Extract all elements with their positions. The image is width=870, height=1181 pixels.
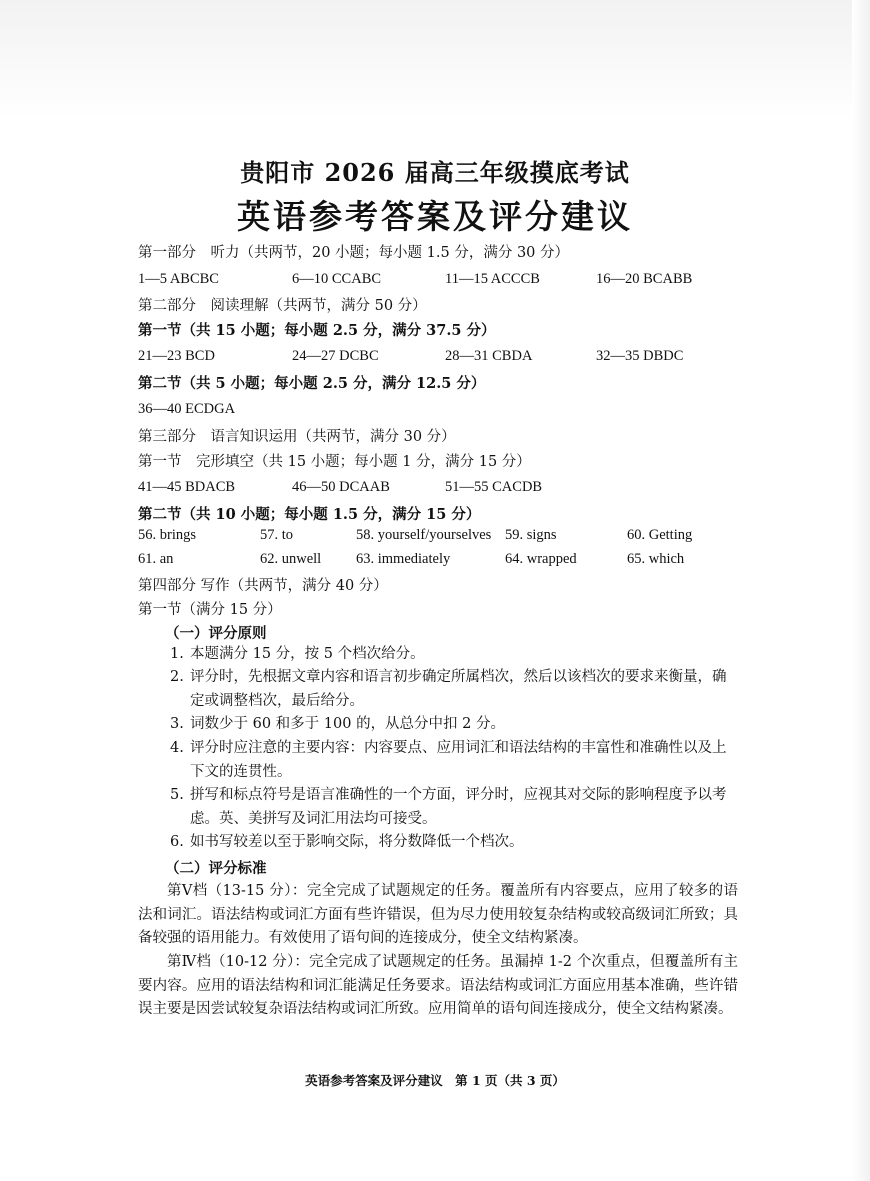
- fill-answer: 65. which: [627, 551, 685, 567]
- part2-section2-heading: 第二节（共 5 小题；每小题 2.5 分，满分 12.5 分）: [138, 375, 486, 392]
- principle-item: [170, 713, 738, 737]
- item-number: 3.: [170, 716, 184, 732]
- item-text: 拼写和标点符号是语言准确性的一个方面，评分时，应视其对交际的影响程度予以考虑。英、美拼写及词汇用法均可接受。: [190, 787, 727, 827]
- fill-answer: 58. yourself/yourselves: [356, 527, 492, 543]
- principle-item: [170, 831, 738, 855]
- fill-answer: 57. to: [260, 527, 294, 543]
- item-text: 评分时应注意的主要内容：内容要点、应用词汇和语法结构的丰富性和准确性以及上下文的连贯性。: [190, 740, 727, 780]
- standards-heading: （二）评分标准: [165, 860, 267, 877]
- part3-heading: 第三部分 语言知识运用（共两节，满分 30 分）: [138, 429, 456, 445]
- fill-answer: 63. immediately: [356, 551, 451, 567]
- part2-section1-heading: 第一节（共 15 小题；每小题 2.5 分，满分 37.5 分）: [138, 322, 496, 339]
- exam-title: 贵阳市 2026 届高三年级摸底考试: [240, 158, 630, 187]
- fill-answer: 59. signs: [505, 527, 557, 543]
- answer-group: 32—35 DBDC: [596, 348, 684, 364]
- answer-group: 46—50 DCAAB: [292, 479, 390, 495]
- answer-group: 36—40 ECDGA: [138, 401, 236, 417]
- answer-group: 6—10 CCABC: [292, 271, 382, 287]
- part4-heading: 第四部分 写作（共两节，满分 40 分）: [138, 578, 388, 594]
- principles-heading: （一）评分原则: [165, 625, 267, 642]
- grade-level-paragraph: 第Ⅳ档（10-12 分）：完全完成了试题规定的任务。虽漏掉 1-2 个次重点，但覆盖所有主要内容。应用的语法结构和词汇能满足任务要求。语法结构或词汇方面应用基本准确，些许错误主要是因尝试较复杂语法结构或词汇所致。应用简单的语句间连接成分，使全文结构紧凑。: [138, 954, 738, 1017]
- grade-level-paragraph: 第Ⅴ档（13-15 分）：完全完成了试题规定的任务。覆盖所有内容要点，应用了较多的语法和词汇。语法结构或词汇方面有些许错误，但为尽力使用较复杂结构或较高级词汇所致；具备较强的语用能力。有效使用了语句间的连接成分，使全文结构紧凑。: [138, 883, 738, 946]
- item-number: 4.: [170, 740, 184, 756]
- fill-answer: 61. an: [138, 551, 174, 567]
- part1-heading: 第一部分 听力（共两节，20 小题；每小题 1.5 分，满分 30 分）: [138, 245, 570, 261]
- item-number: 5.: [170, 787, 184, 803]
- principle-item: [170, 666, 738, 713]
- fill-answer: 62. unwell: [260, 551, 322, 567]
- item-number: 1.: [170, 646, 184, 662]
- item-text: 评分时，先根据文章内容和语言初步确定所属档次，然后以该档次的要求来衡量，确定或调整档次，最后给分。: [190, 669, 727, 709]
- item-number: 2.: [170, 669, 184, 685]
- part3-section1-heading: 第一节 完形填空（共 15 小题；每小题 1 分，满分 15 分）: [138, 454, 531, 470]
- answer-group: 16—20 BCABB: [596, 271, 693, 287]
- answer-group: 21—23 BCD: [138, 348, 215, 364]
- answer-group: 28—31 CBDA: [445, 348, 533, 364]
- principle-item: [170, 737, 738, 784]
- answer-group: 24—27 DCBC: [292, 348, 379, 364]
- item-text: 词数少于 60 和多于 100 的，从总分中扣 2 分。: [190, 716, 506, 732]
- item-text: 如书写较差以至于影响交际，将分数降低一个档次。: [190, 834, 524, 850]
- scan-shadow-top: [0, 0, 870, 120]
- part4-section1-heading: 第一节（满分 15 分）: [138, 602, 282, 618]
- answer-group: 11—15 ACCCB: [445, 271, 540, 287]
- page-footer: 英语参考答案及评分建议 第 1 页（共 3 页）: [305, 1073, 565, 1088]
- item-number: 6.: [170, 834, 184, 850]
- item-text: 本题满分 15 分，按 5 个档次给分。: [190, 646, 425, 662]
- fill-answer: 64. wrapped: [505, 551, 577, 567]
- fill-answer: 60. Getting: [627, 527, 693, 543]
- principle-item: [170, 643, 738, 667]
- part2-heading: 第二部分 阅读理解（共两节，满分 50 分）: [138, 298, 427, 314]
- document-title: 英语参考答案及评分建议: [237, 197, 633, 236]
- answer-group: 1—5 ABCBC: [138, 271, 219, 287]
- part3-section2-heading: 第二节（共 10 小题；每小题 1.5 分，满分 15 分）: [138, 506, 481, 523]
- answer-group: 41—45 BDACB: [138, 479, 236, 495]
- fill-answer: 56. brings: [138, 527, 196, 543]
- answer-group: 51—55 CACDB: [445, 479, 543, 495]
- principle-item: [170, 784, 738, 831]
